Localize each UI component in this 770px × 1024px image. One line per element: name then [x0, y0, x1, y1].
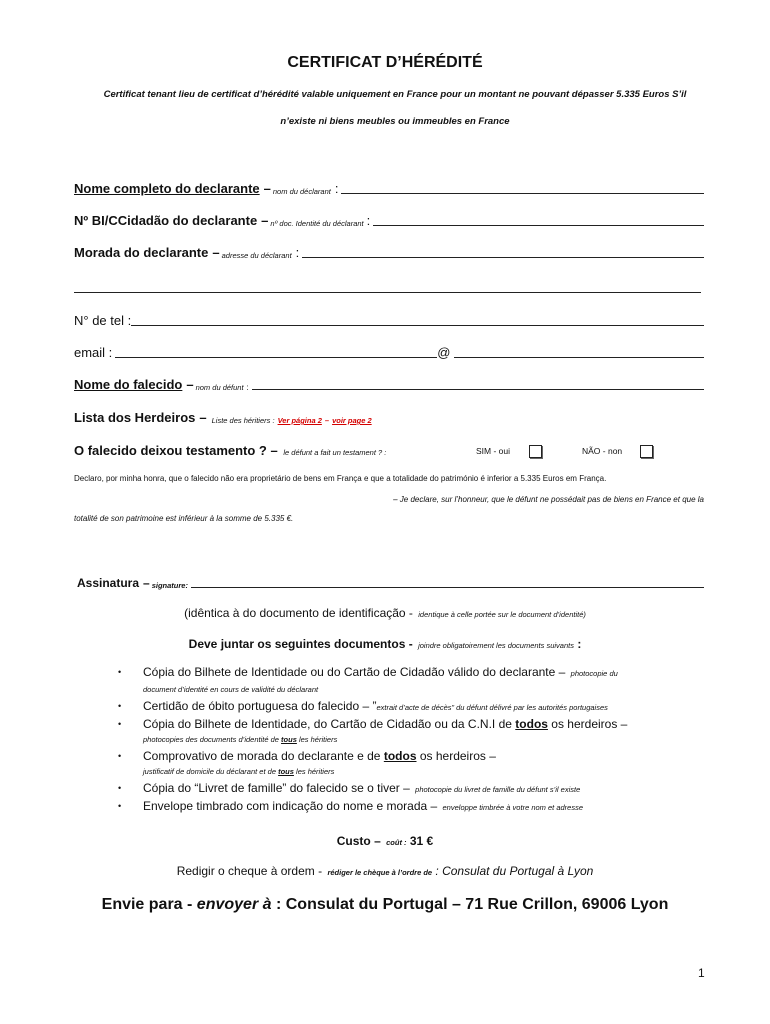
declaration-fr-2: totalité de son patrimoine est inférieur à la somme de 5.335 €.	[74, 514, 294, 523]
testamento-fr: le défunt a fait un testament ? :	[283, 448, 387, 457]
falecido-label: Nome do falecido	[74, 377, 183, 392]
field-morada-declarante[interactable]: Morada do declarante – adresse du déclarant :	[74, 245, 704, 260]
subtitle-line-1: Certificat tenant lieu de certificat d’hérédité valable uniquement en France pour un montant ne pouvant dépasser 5.335 Euros S’il	[103, 89, 687, 100]
morada-fr: adresse du déclarant	[221, 251, 292, 260]
envie-fr: envoyer à	[196, 896, 272, 913]
field-herdeiros: Lista dos Herdeiros – Liste des héritiers : Ver página 2 – voir page 2	[74, 410, 372, 425]
custo-value: 31 €	[409, 834, 434, 848]
identical-pt: (idêntica à do documento de identificação -	[184, 606, 413, 620]
declaration-fr-1: – Je declare, sur l’honneur, que le défunt ne possédait pas de biens en France et que la	[393, 495, 704, 504]
tel-label: N° de tel :	[74, 313, 132, 328]
cheque-line	[0, 864, 770, 878]
envie-pt: Envie para -	[101, 896, 193, 913]
list-item: • Cópia do “Livret de famille” do falecido se o tiver – photocopie du livret de famille du défunt s’il existe	[118, 781, 581, 795]
page-title: CERTIFICAT D’HÉRÉDITÉ	[287, 54, 483, 71]
field-bi-declarante[interactable]: Nº BI/CCidadão do declarante – nº doc. Identité du déclarant :	[74, 213, 704, 228]
signature-label: Assinatura	[77, 576, 140, 590]
sim-label: SIM - oui	[476, 446, 511, 456]
cheque-pt: Redigir o cheque à ordem -	[176, 864, 323, 878]
falecido-fr: nom du défunt	[195, 383, 244, 392]
page-number: 1	[698, 966, 705, 980]
bi-label: Nº BI/CCidadão do declarante	[74, 213, 258, 228]
morada-input-line[interactable]	[302, 256, 704, 258]
field-email[interactable]	[74, 345, 704, 360]
nao-label: NÃO - non	[582, 446, 623, 456]
list-item: • Certidão de óbito portuguesa do falecido – ”extrait d’acte de décès” du défunt délivré par les autorités portugaises	[118, 699, 608, 713]
bi-input-line[interactable]	[373, 224, 704, 226]
email-domain-line[interactable]	[454, 356, 705, 358]
custo-pt: Custo –	[336, 834, 381, 848]
field-nome-declarante[interactable]: Nome completo do declarante – nom du déclarant :	[74, 181, 704, 196]
list-item: • Cópia do Bilhete de Identidade ou do Cartão de Cidadão válido do declarante – photocopie du document d’identité en cours de validité du déclarant	[118, 665, 618, 694]
nome-fr: nom du déclarant	[272, 187, 331, 196]
voir-page-link[interactable]: voir page 2	[332, 416, 372, 425]
documents-heading-fr: joindre obligatoirement les documents suivants	[418, 641, 574, 650]
custo-fr: coût :	[386, 838, 407, 847]
cheque-fr: rédiger le chèque à l’ordre de	[327, 868, 433, 877]
herdeiros-fr: Liste des héritiers :	[211, 416, 275, 425]
nao-checkbox[interactable]	[640, 445, 653, 458]
send-to-line	[0, 896, 770, 914]
ver-pagina-link[interactable]: Ver página 2	[277, 416, 322, 425]
falecido-input-line[interactable]	[252, 388, 704, 390]
list-item: • Cópia do Bilhete de Identidade, do Cartão de Cidadão ou da C.N.I de todos os herdeiros – photocopies des documents d’identité de tous les héritiers	[118, 717, 628, 744]
field-testamento: O falecido deixou testamento ? – le défunt a fait un testament ? : SIM - oui NÃO - non	[74, 443, 714, 458]
email-label: email :	[74, 345, 113, 360]
morada-input-line-2[interactable]	[74, 292, 701, 293]
documents-heading: Deve juntar os seguintes documentos - joindre obligatoirement les documents suivants :	[188, 637, 582, 651]
field-tel[interactable]	[74, 313, 704, 328]
envie-address: : Consulat du Portugal – 71 Rue Crillon, 69006 Lyon	[275, 896, 669, 913]
field-signature[interactable]: Assinatura – signature:	[77, 576, 704, 590]
list-item: • Envelope timbrado com indicação do nome e morada – enveloppe timbrée à votre nom et adresse	[118, 799, 584, 813]
nome-input-line[interactable]	[341, 192, 704, 194]
declaration-pt: Declaro, por minha honra, que o falecido não era proprietário de bens em França e que a totalidade do património é inferior a 5.335 Euros em França.	[74, 474, 607, 483]
subtitle-line-2: n’existe ni biens meubles ou immeubles en France	[280, 116, 510, 127]
tel-input-line[interactable]	[131, 324, 704, 326]
bi-fr: nº doc. Identité du déclarant	[270, 219, 364, 228]
email-user-line[interactable]	[115, 356, 437, 358]
field-nome-falecido[interactable]: Nome do falecido – nom du défunt :	[74, 377, 704, 392]
morada-label: Morada do declarante	[74, 245, 209, 260]
signature-identical-note	[0, 606, 770, 620]
signature-fr: signature:	[151, 581, 188, 590]
email-at: @	[437, 345, 451, 360]
documents-list	[118, 664, 718, 816]
cheque-to: : Consulat du Portugal à Lyon	[435, 864, 594, 878]
nome-label: Nome completo do declarante	[74, 181, 260, 196]
signature-line[interactable]	[191, 586, 704, 588]
identical-fr: identique à celle portée sur le document d’identité)	[418, 610, 586, 619]
testamento-label: O falecido deixou testamento ?	[74, 443, 267, 458]
sim-checkbox[interactable]	[529, 445, 542, 458]
herdeiros-label: Lista dos Herdeiros	[74, 410, 196, 425]
cost-line	[0, 834, 770, 848]
documents-heading-pt: Deve juntar os seguintes documentos -	[188, 637, 413, 651]
list-item: • Comprovativo de morada do declarante e de todos os herdeiros – justificatif de domicile du déclarant et de tous les héritiers	[118, 749, 496, 776]
